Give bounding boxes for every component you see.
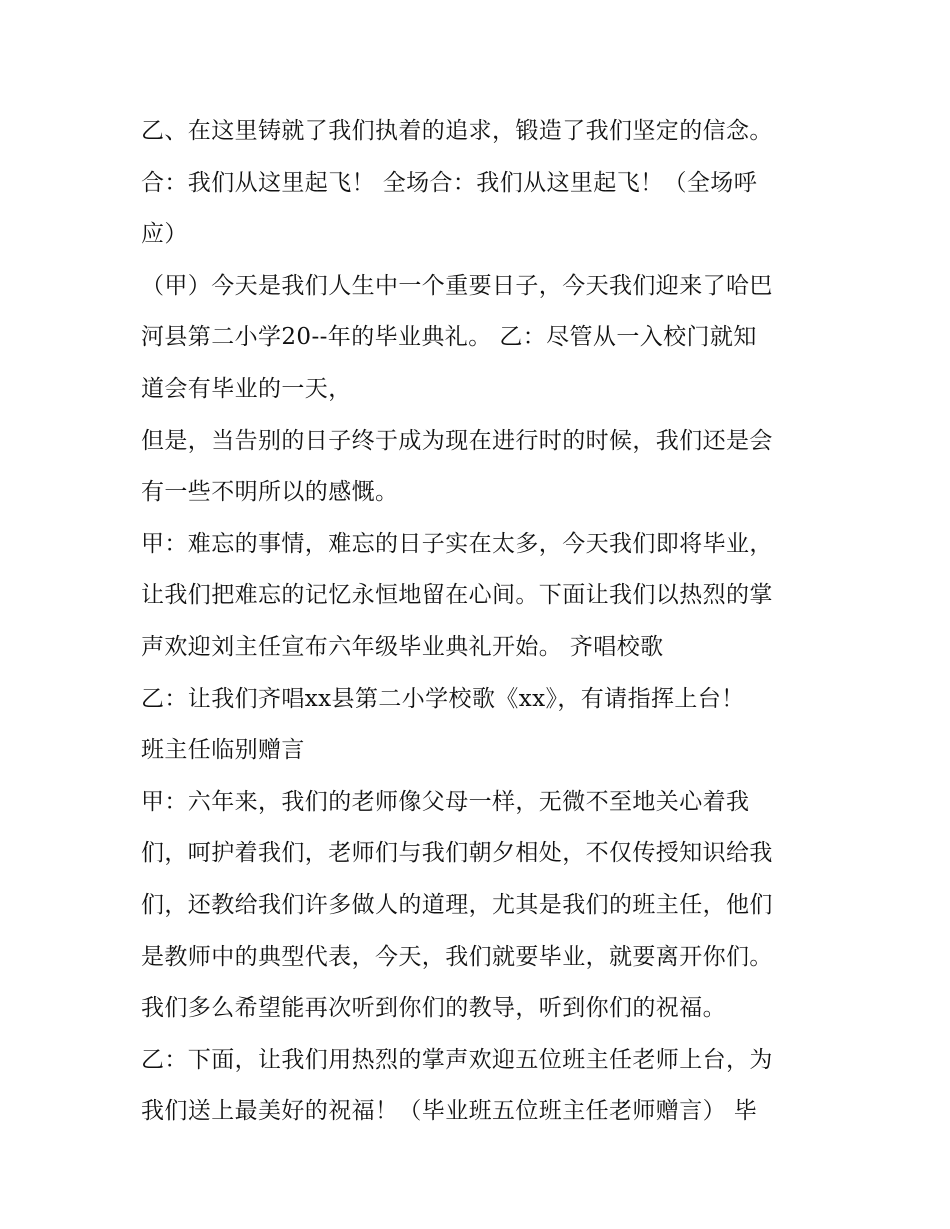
text-line: 我们送上最美好的祝福！（毕业班五位班主任老师赠言） 毕 [141,1098,758,1125]
text-line: 甲：六年来，我们的老师像父母一样，无微不至地关心着我 [141,788,750,815]
text-line: 声欢迎刘主任宣布六年级毕业典礼开始。 齐唱校歌 [141,633,664,660]
text-line: 们，还教给我们许多做人的道理，尤其是我们的班主任，他们 [141,891,773,918]
document-body [141,106,821,1138]
text-line: 乙、在这里铸就了我们执着的追求，锻造了我们坚定的信念。 [141,118,773,144]
text-line: 但是，当告别的日子终于成为现在进行时的时候，我们还是会 [141,427,773,454]
text-line: 乙：让我们齐唱xx县第二小学校歌《xx》，有请指挥上台！ [141,685,745,712]
text-line: 有一些不明所以的感慨。 [141,479,399,506]
text-line: （甲）今天是我们人生中一个重要日子，今天我们迎来了哈巴 [141,272,773,299]
text-line: 应） [141,221,188,248]
text-line: 们，呵护着我们，老师们与我们朝夕相处，不仅传授知识给我 [141,840,773,867]
text-line: 河县第二小学20--年的毕业典礼。 乙：尽管从一入校门就知 [141,324,757,351]
text-line: 道会有毕业的一天， [141,375,352,402]
text-line: 是教师中的典型代表，今天，我们就要毕业，就要离开你们。 [141,943,773,970]
text-line: 甲：难忘的事情，难忘的日子实在太多，今天我们即将毕业， [141,530,773,557]
text-line: 合：我们从这里起飞！ 全场合：我们从这里起飞！（全场呼 [141,169,758,196]
text-line: 乙：下面，让我们用热烈的掌声欢迎五位班主任老师上台，为 [141,1046,773,1073]
section-heading: 班主任临别赠言 [141,737,305,764]
text-line: 让我们把难忘的记忆永恒地留在心间。下面让我们以热烈的掌 [141,582,773,609]
text-line: 我们多么希望能再次听到你们的教导，听到你们的祝福。 [141,995,726,1022]
